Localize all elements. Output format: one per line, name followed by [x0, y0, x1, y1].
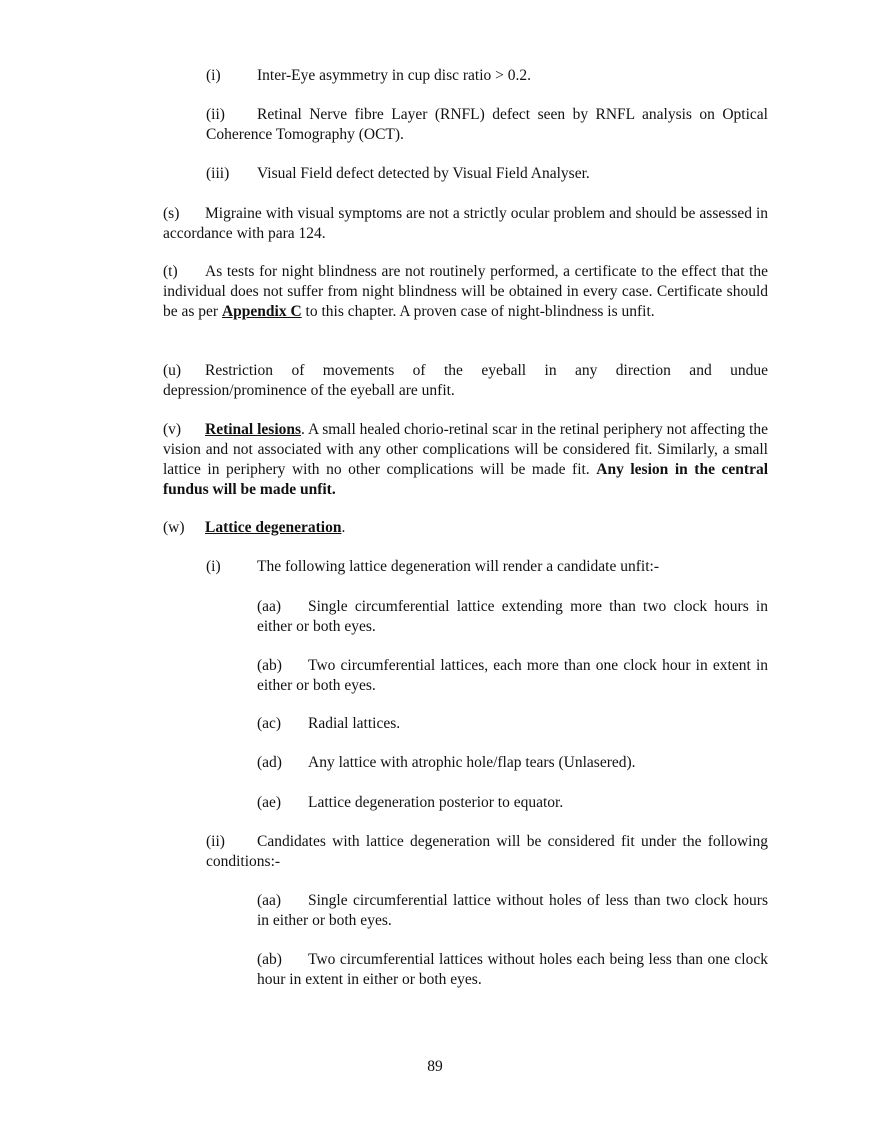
item-label: (ab) [257, 951, 282, 968]
item-label: (w) [163, 519, 185, 536]
item-text: Migraine with visual symptoms are not a strictly ocular problem and should be assessed in accordance with para 124. [163, 205, 768, 242]
paragraph-t [163, 262, 768, 322]
item-label: (ad) [257, 754, 282, 771]
item-text: As tests for night blindness are not routinely performed, a certificate to the effect that the individual does not suffer from night blindness will be obtained in every case. Certificate should be as per [163, 263, 768, 320]
item-text: Two circumferential lattices, each more than one clock hour in extent in either or both eyes. [257, 657, 768, 694]
list-item [206, 66, 768, 86]
item-text: Restriction of movements of the eyeball in any direction and undue depression/prominence of the eyeball are unfit. [163, 362, 768, 399]
item-label: (ii) [206, 106, 225, 123]
item-text: Single circumferential lattice without holes of less than two clock hours in either or both eyes. [257, 892, 768, 929]
paragraph-v [163, 420, 768, 500]
item-label: (aa) [257, 598, 282, 615]
item-label: (aa) [257, 892, 282, 909]
list-item [257, 891, 768, 931]
paragraph-u [163, 361, 768, 401]
list-item [257, 714, 768, 734]
list-item [206, 164, 768, 184]
item-text: The following lattice degeneration will render a candidate unfit:- [257, 558, 659, 575]
item-label: (u) [163, 362, 182, 379]
item-label: (i) [206, 67, 221, 84]
list-item [257, 793, 768, 813]
section-heading: Lattice degeneration [205, 519, 342, 536]
paragraph-s [163, 204, 768, 244]
list-item [206, 105, 768, 145]
item-text: to this chapter. A proven case of night-blindness is unfit. [301, 303, 655, 320]
item-label: (i) [206, 558, 221, 575]
list-item [206, 832, 768, 872]
item-text: Any lattice with atrophic hole/flap tears (Unlasered). [308, 754, 636, 771]
list-item [257, 753, 768, 773]
list-item [257, 597, 768, 637]
item-label: (t) [163, 263, 178, 280]
section-heading: Retinal lesions [205, 421, 302, 438]
appendix-c-link[interactable]: Appendix C [221, 303, 302, 320]
item-text: Lattice degeneration posterior to equator. [308, 794, 564, 811]
item-label: (s) [163, 205, 180, 222]
item-label: (ab) [257, 657, 282, 674]
item-text: Candidates with lattice degeneration will be considered fit under the following conditions:- [206, 833, 768, 870]
list-item [257, 950, 768, 990]
item-text: Two circumferential lattices without holes each being less than one clock hour in extent in either or both eyes. [257, 951, 768, 988]
item-text: Radial lattices. [308, 715, 401, 732]
item-text: Visual Field defect detected by Visual Field Analyser. [257, 165, 590, 182]
list-item [257, 656, 768, 696]
item-label: (iii) [206, 165, 230, 182]
page-number: 89 [427, 1058, 443, 1075]
item-text: . A small healed chorio-retinal scar in the retinal periphery not affecting the vision and not associated with any other complications will be considered fit. Similarly, a small lattice in periphery with no other complications will be made fit. [163, 421, 768, 478]
item-text: . [341, 519, 346, 536]
list-item [206, 557, 768, 577]
paragraph-w [163, 518, 768, 538]
item-label: (ii) [206, 833, 225, 850]
item-label: (ae) [257, 794, 282, 811]
item-text: Retinal Nerve fibre Layer (RNFL) defect seen by RNFL analysis on Optical Coherence Tomography (OCT). [206, 106, 768, 143]
bold-text: Any lesion in the central fundus will be made unfit. [163, 461, 768, 498]
item-text: Inter-Eye asymmetry in cup disc ratio > 0.2. [257, 67, 532, 84]
item-text: Single circumferential lattice extending more than two clock hours in either or both eyes. [257, 598, 768, 635]
item-label: (v) [163, 421, 182, 438]
item-label: (ac) [257, 715, 282, 732]
